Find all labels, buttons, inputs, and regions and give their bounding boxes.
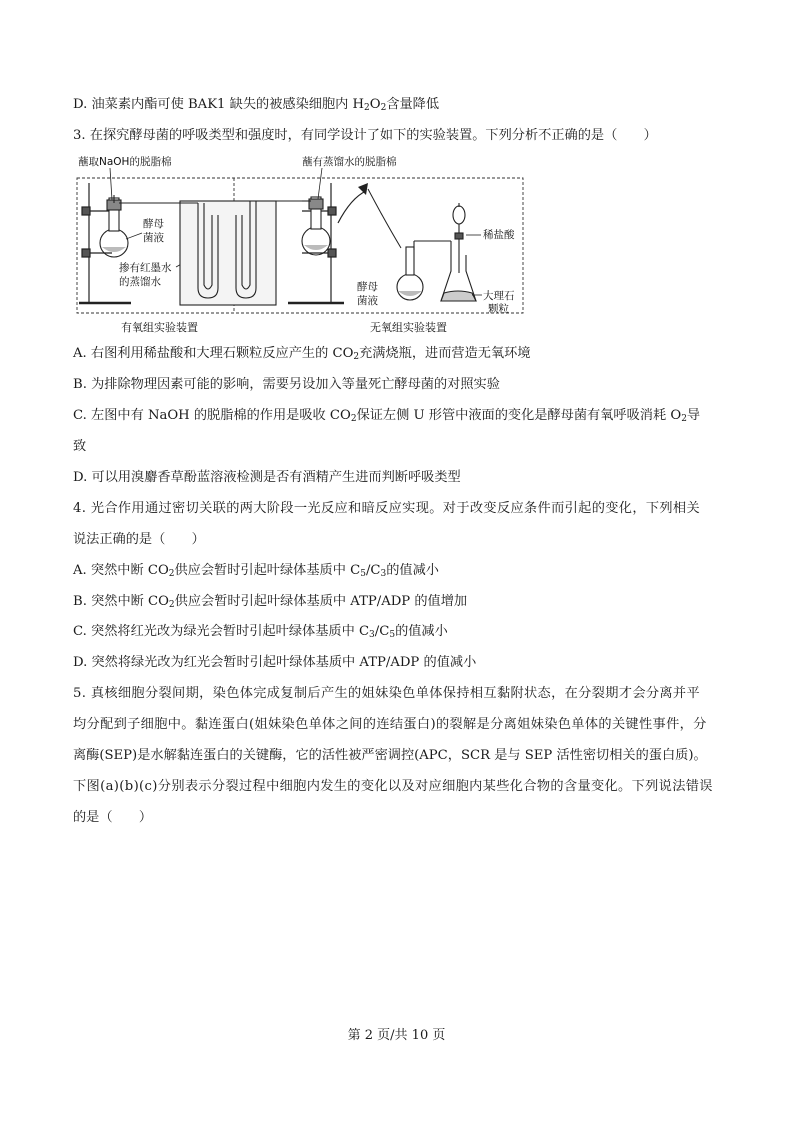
text: 供应会暂时引起叶绿体基质中 C <box>174 563 361 578</box>
question-3-stem: 3. 在探究酵母菌的呼吸类型和强度时，有同学设计了如下的实验装置。下列分析不正确的是（ ） <box>73 128 657 143</box>
pointer-line <box>318 168 322 199</box>
label-marble-2: 颗粒 <box>488 303 509 315</box>
text: A. 右图利用稀盐酸和大理石颗粒反应产生的 CO <box>73 346 354 361</box>
text: /C <box>365 563 381 578</box>
subscript: 5 <box>360 569 366 579</box>
curve-arrow <box>368 189 401 248</box>
option-3a <box>73 344 531 364</box>
option-3d: D. 可以用溴麝香草酚蓝溶液检测是否有酒精产生进而判断呼吸类型 <box>73 470 461 485</box>
option-3c-cont: 致 <box>73 439 87 454</box>
gas-generator <box>441 203 476 301</box>
text: 供应会暂时引起叶绿体基质中 ATP/ADP 的值增加 <box>174 594 468 609</box>
arrow-indicator <box>338 191 366 223</box>
caption-aerobic: 有氧组实验装置 <box>121 321 198 334</box>
subscript: 2 <box>168 569 175 579</box>
text: 导 <box>686 408 701 423</box>
text: /C <box>374 624 390 639</box>
text: 的值减小 <box>386 563 439 578</box>
label-yeast-left-2: 菌液 <box>143 232 164 244</box>
pointer-line <box>110 168 112 200</box>
subscript: 2 <box>380 103 387 113</box>
question-4-stem-cont: 说法正确的是（ ） <box>73 532 205 547</box>
subscript: 2 <box>681 414 687 424</box>
question-5-line-5: 的是（ ） <box>73 810 153 825</box>
label-marble-1: 大理石 <box>483 290 515 302</box>
option-4c <box>73 622 448 642</box>
subscript: 2 <box>168 600 175 610</box>
option-3b: B. 为排除物理因素可能的影响，需要另设加入等量死亡酵母菌的对照实验 <box>73 377 500 392</box>
subscript: 3 <box>380 569 387 579</box>
question-4-stem: 4. 光合作用通过密切关联的两大阶段一光反应和暗反应实现。对于改变反应条件而引起的变化，下列相关 <box>73 501 701 516</box>
option-4d: D. 突然将绿光改为红光会暂时引起叶绿体基质中 ATP/ADP 的值减小 <box>73 655 477 670</box>
page-footer: 第 2 页/共 10 页 <box>347 1028 446 1043</box>
subscript: 2 <box>350 414 357 424</box>
option-4a <box>73 561 439 581</box>
label-ink-water-2: 的蒸馏水 <box>119 276 161 288</box>
pointer-line <box>126 233 142 239</box>
u-tube-board <box>180 201 276 305</box>
question-5-line-3: 离酶(SEP)是水解黏连蛋白的关键酶，它的活性被严密调控(APC，SCR 是与 SEP 活性密切相关的蛋白质)。 <box>73 748 707 763</box>
question-5-line-4: 下图(a)(b)(c)分别表示分裂过程中细胞内发生的变化以及对应细胞内某些化合物的含量变化。下列说法错误 <box>73 779 713 794</box>
right-flask <box>302 197 330 255</box>
yeast-flask-anaerobic <box>397 241 451 300</box>
label-ink-water-1: 掺有红墨水 <box>119 262 172 274</box>
text: O <box>369 97 381 112</box>
text: 含量降低 <box>386 97 440 112</box>
option-3c <box>73 406 700 426</box>
text: D. 油菜素内酯可使 BAK1 缺失的被感染细胞内 H <box>73 97 365 112</box>
label-yeast-right-2: 菌液 <box>357 295 378 307</box>
text: A. 突然中断 CO <box>73 563 169 578</box>
subscript: 2 <box>353 352 360 362</box>
option-d-prev <box>73 95 439 115</box>
apparatus-figure <box>76 153 526 338</box>
text: C. 左图中有 NaOH 的脱脂棉的作用是吸收 CO <box>73 408 351 423</box>
label-naoh-cotton: 蘸取NaOH的脱脂棉 <box>78 156 172 168</box>
option-4b <box>73 592 467 612</box>
text: 的值减小 <box>395 624 448 639</box>
text: 保证左侧 U 形管中液面的变化是酵母菌有氧呼吸消耗 O <box>356 408 682 423</box>
subscript: 2 <box>364 103 370 113</box>
left-flask <box>100 195 180 257</box>
question-5-line-2: 均分配到子细胞中。黏连蛋白(姐妹染色单体之间的连结蛋白)的裂解是分离姐妹染色单体的关键性事件，分 <box>73 717 707 732</box>
label-water-cotton: 蘸有蒸馏水的脱脂棉 <box>302 156 397 168</box>
text: B. 突然中断 CO <box>73 594 169 609</box>
caption-anaerobic: 无氧组实验装置 <box>370 321 447 334</box>
question-5-line-1: 5. 真核细胞分裂间期，染色体完成复制后产生的姐妹染色单体保持相互黏附状态，在分裂期才会分离并平 <box>73 686 701 701</box>
label-yeast-right-1: 酵母 <box>357 281 378 293</box>
text: C. 突然将红光改为绿光会暂时引起叶绿体基质中 C <box>73 624 370 639</box>
label-yeast-left-1: 酵母 <box>143 218 164 230</box>
subscript: 3 <box>369 630 375 640</box>
text: 充满烧瓶，进而营造无氧环境 <box>359 346 531 361</box>
label-acid: 稀盐酸 <box>483 229 515 241</box>
subscript: 5 <box>389 630 396 640</box>
